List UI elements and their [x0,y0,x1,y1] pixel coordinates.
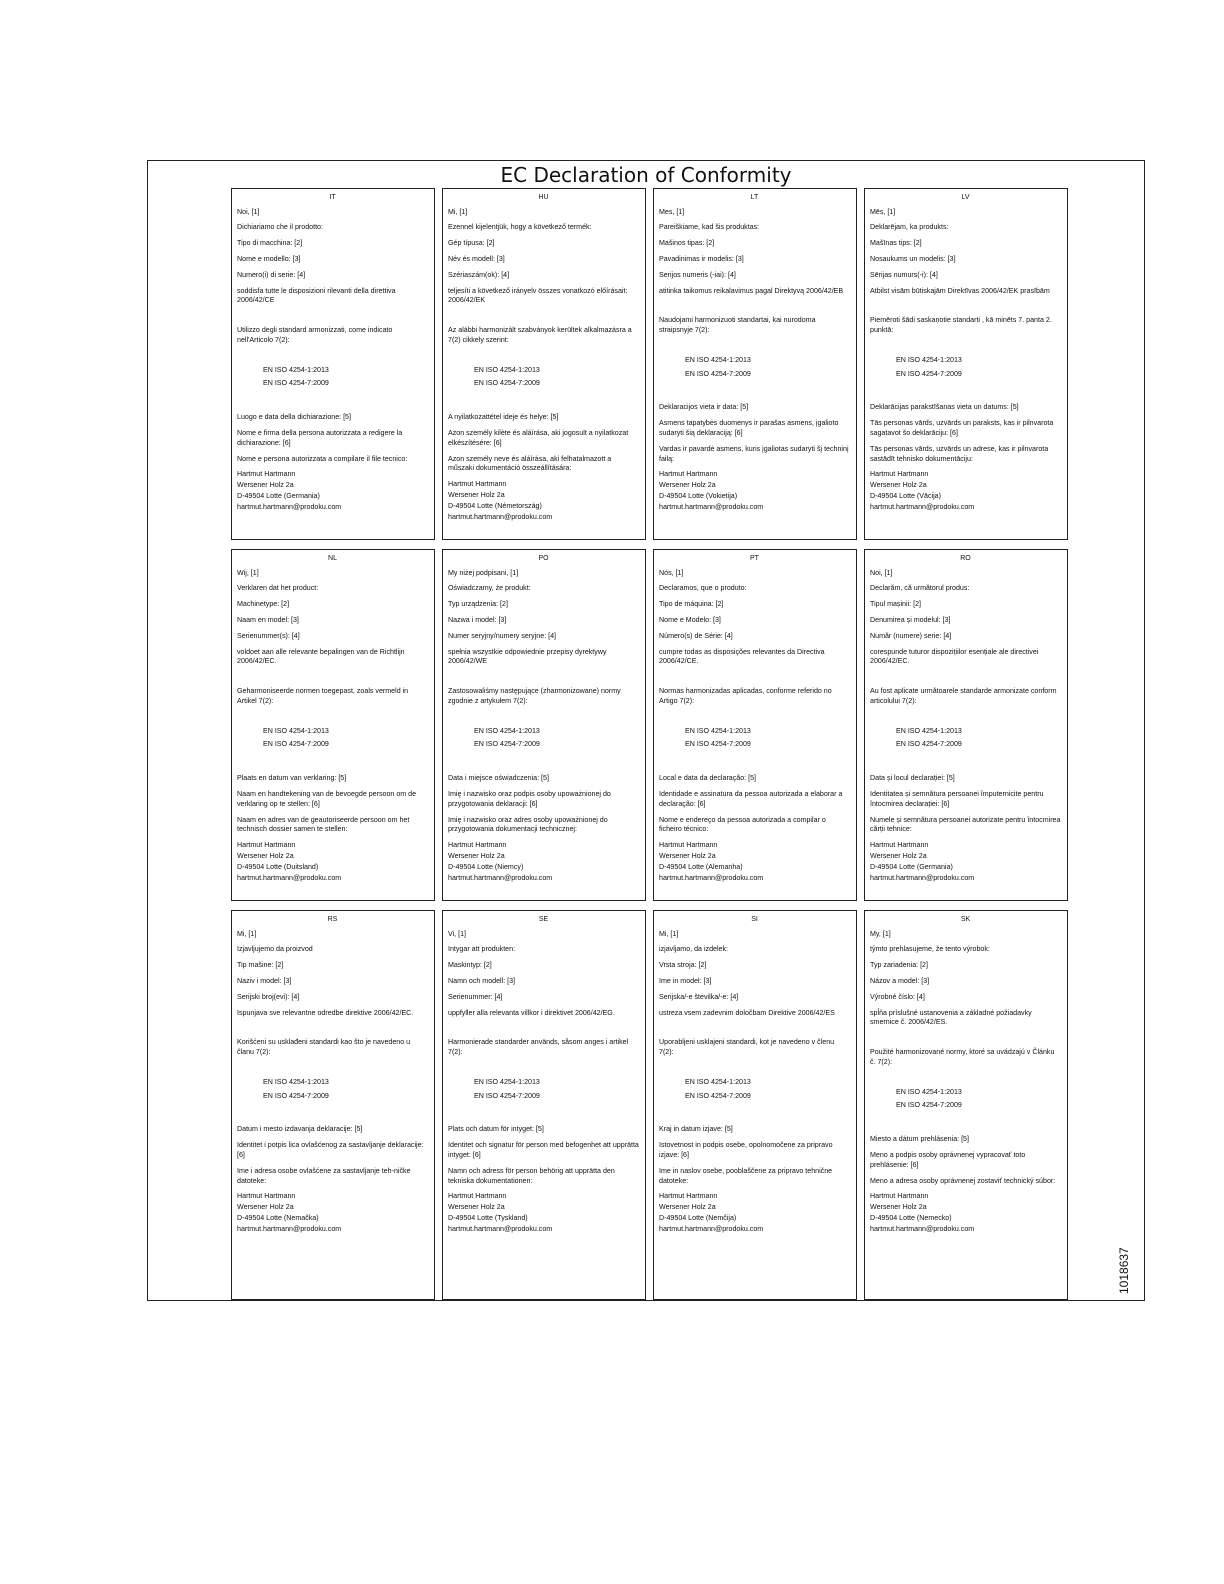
place-date-line: Luogo e data della dichiarazione: [5] [237,413,351,422]
country-code: SE [538,916,549,923]
declare-line: Pareiškiame, kad šis produktas: [659,223,760,232]
model-line: Pavadinimas ir modelis: [3] [659,255,744,263]
model-line: Naam en model: [3] [237,616,299,624]
directive-line: teljesíti a következő irányelv összes vonatkozó előírásait: 2006/42/EK [448,286,628,305]
machine-type-line: Mašinos tipas: [2] [659,239,715,248]
country-code: LV [961,194,970,201]
we-line: Noi, [1] [237,207,260,216]
contact-email: hartmut.hartmann@prodoku.com [870,502,975,511]
declaration-box-sk [864,910,1068,1300]
harmonized-standards-line: Harmonierade standarder används, såsom anges i artikel 7(2): [448,1038,629,1057]
signature-line: Istovetnost in podpis osebe, opolnomočene za pripravo izjave: [6] [659,1141,833,1160]
contact-street: Wersener Holz 2a [659,1203,716,1212]
place-date-line: Data i miejsce oświadczenia: [5] [448,774,549,783]
contact-street: Wersener Holz 2a [448,851,505,860]
contact-name: Hartmut Hartmann [659,1192,718,1201]
directive-line: cumpre todas as disposições relevantes da Directiva 2006/42/CE. [659,647,825,666]
declaration-frame [147,160,1145,1301]
contact-name: Hartmut Hartmann [659,470,718,479]
standard-2: EN ISO 4254-7:2009 [263,740,329,749]
contact-email: hartmut.hartmann@prodoku.com [659,1224,764,1233]
signature-line: Identitet i potpis lica ovlašćenog za sastavljanje deklaracije: [6] [237,1141,424,1160]
serial-line: Serienummer: [4] [448,992,503,1001]
standard-1: EN ISO 4254-1:2013 [685,355,751,364]
signature-line: Asmens tapatybės duomenys ir parašas asmens, įgalioto sudaryti šią deklaraciją: [6] [659,419,839,438]
compile-line: Namn och adress för person behörig att upprätta den tekniska dokumentationen: [448,1166,615,1185]
standard-2: EN ISO 4254-7:2009 [263,379,329,388]
directive-line: atitinka taikomus reikalavimus pagal Direktyvą 2006/42/EB [659,286,844,295]
contact-street: Wersener Holz 2a [659,851,716,860]
contact-name: Hartmut Hartmann [870,1192,929,1201]
standard-2: EN ISO 4254-7:2009 [896,1101,962,1110]
contact-street: Wersener Holz 2a [237,481,294,490]
contact-city: D-49504 Lotte (Duitsland) [237,862,319,871]
country-code: RS [327,916,338,923]
contact-street: Wersener Holz 2a [237,1203,294,1212]
country-code: HU [538,194,549,201]
compile-line: Imię i nazwisko oraz adres osoby upoważnionej do przygotowania dokumentacji technicznej: [448,815,608,834]
page-title: EC Declaration of Conformity [500,163,792,187]
standard-1: EN ISO 4254-1:2013 [896,1087,962,1096]
contact-city: D-49504 Lotte (Nemačka) [237,1213,319,1222]
standard-1: EN ISO 4254-1:2013 [474,1077,540,1086]
declaration-box-rs [231,910,435,1300]
contact-city: D-49504 Lotte (Vācija) [870,491,941,500]
place-date-line: Kraj in datum izjave: [5] [659,1125,733,1134]
contact-city: D-49504 Lotte (Niemcy) [448,862,524,871]
contact-email: hartmut.hartmann@prodoku.com [237,873,342,882]
standard-1: EN ISO 4254-1:2013 [896,355,962,364]
model-line: Nome e modello: [3] [237,255,301,263]
country-grid [231,188,1068,1300]
signature-line: Azon személy kilète és aláírása, aki jogosult a nyilatkozat elkészítésére: [6] [448,429,629,447]
declaration-box-lv [864,188,1068,540]
we-line: Mi, [1] [237,929,257,938]
declare-line: Intygar att produkten: [448,945,516,954]
place-date-line: Miesto a dátum prehlásenia: [5] [870,1135,969,1144]
standard-2: EN ISO 4254-7:2009 [896,740,962,749]
we-line: Wij, [1] [237,568,259,577]
declare-line: Verklaren dat het product: [237,584,319,593]
serial-line: Número(s) de Série: [4] [659,631,733,640]
harmonized-standards-line: Zastosowaliśmy następujące (zharmonizowane) normy zgodnie z artykułem 7(2): [448,687,621,705]
compile-line: Numele și semnătura persoanei autorizate pentru întocmirea cărții tehnice: [870,815,1061,834]
compile-line: Nome e endereço da pessoa autorizada a compilar o ficheiro técnico: [659,815,826,834]
declaration-box-it [231,188,435,540]
contact-street: Wersener Holz 2a [237,851,294,860]
model-line: Nosaukums un modelis: [3] [870,255,956,263]
standard-2: EN ISO 4254-7:2009 [474,740,540,749]
declaration-box-se [442,910,646,1300]
contact-email: hartmut.hartmann@prodoku.com [870,1224,975,1233]
serial-line: Sērijas numurs(-i): [4] [870,270,938,279]
compile-line: Azon személy neve és aláírása, aki felhatalmazott a műszaki dokumentáció összeállítására: [448,454,612,473]
declaration-box-si [653,910,857,1300]
contact-city: D-49504 Lotte (Germania) [237,491,320,500]
country-code: PO [538,555,549,562]
contact-email: hartmut.hartmann@prodoku.com [237,1224,342,1233]
machine-type-line: Vrsta stroja: [2] [659,961,707,970]
we-line: Mēs, [1] [870,207,896,216]
harmonized-standards-line: Geharmoniseerde normen toegepast, zoals vermeld in Artikel 7(2): [237,687,409,705]
we-line: Noi, [1] [870,568,893,577]
we-line: Mi, [1] [448,207,468,216]
declare-line: Deklarējam, ka produkts: [870,223,949,232]
we-line: Vi, [1] [448,929,467,938]
declaration-box-pt [653,549,857,901]
harmonized-standards-line: Utilizzo degli standard armonizzati, come indicato nell'Articolo 7(2): [237,326,393,344]
place-date-line: Data și locul declarației: [5] [870,774,955,783]
compile-line: Tās personas vārds, uzvārds un adrese, kas ir pilnvarota sastādīt tehnisko dokumentāciju: [870,444,1049,463]
standard-1: EN ISO 4254-1:2013 [474,726,540,735]
declare-line: izjavljamo, da izdelek: [659,945,728,954]
country-code: SI [751,916,758,923]
serial-line: Serienummer(s): [4] [237,631,300,640]
contact-email: hartmut.hartmann@prodoku.com [448,512,553,521]
harmonized-standards-line: Použité harmonizované normy, ktoré sa uvádzajú v Článku č. 7(2): [870,1048,1055,1066]
contact-name: Hartmut Hartmann [870,470,929,479]
standard-2: EN ISO 4254-7:2009 [685,740,751,749]
contact-city: D-49504 Lotte (Vokietija) [659,491,738,500]
contact-street: Wersener Holz 2a [870,1203,927,1212]
harmonized-standards-line: Piemēroti šādi saskaņotie standarti , kā minēts 7. panta 2. punktā: [870,316,1052,335]
contact-email: hartmut.hartmann@prodoku.com [448,873,553,882]
model-line: Nome e Modelo: [3] [659,616,721,624]
place-date-line: Datum i mesto izdavanja deklaracije: [5] [237,1125,363,1134]
contact-street: Wersener Holz 2a [870,481,927,490]
machine-type-line: Tipul mașinii: [2] [870,600,921,609]
we-line: Mi, [1] [659,929,679,938]
standard-1: EN ISO 4254-1:2013 [263,726,329,735]
model-line: Naziv i model: [3] [237,977,292,985]
place-date-line: Deklaracijos vieta ir data: [5] [659,403,749,412]
contact-city: D-49504 Lotte (Alemanha) [659,862,743,871]
directive-line: Ispunjava sve relevantne odredbe direktive 2006/42/EC. [237,1008,414,1017]
country-code: IT [329,194,336,201]
standard-1: EN ISO 4254-1:2013 [263,365,329,374]
place-date-line: Plats och datum för intyget: [5] [448,1125,544,1134]
contact-city: D-49504 Lotte (Nemčija) [659,1213,737,1222]
directive-line: corespunde tuturor dispozițiilor esențiale ale directivei 2006/42/EC. [870,647,1039,666]
country-code: PT [750,555,759,562]
standard-1: EN ISO 4254-1:2013 [896,726,962,735]
we-line: Nós, [1] [659,568,684,577]
place-date-line: Local e data da declaração: [5] [659,774,757,783]
compile-line: Nome e persona autorizzata a compilare il file tecnico: [237,454,408,463]
contact-street: Wersener Holz 2a [448,490,505,499]
directive-line: soddisfa tutte le disposizioni rilevanti della direttiva 2006/42/CE [237,286,396,305]
declaration-box-hu [442,188,646,540]
harmonized-standards-line: Naudojami harmonizuoti standartai, kai nurodoma straipsnyje 7(2): [659,316,816,335]
signature-line: Tās personas vārds, uzvārds un paraksts, kas ir pilnvarota sagatavot šo deklarāciju: [6] [870,419,1054,438]
we-line: My niżej podpisani, [1] [448,568,519,577]
declare-line: Ezennel kijelentjük, hogy a következő termék: [448,223,592,232]
contact-street: Wersener Holz 2a [659,481,716,490]
declare-line: týmto prehlasujeme, že tento výrobok: [870,945,990,954]
serial-line: Szériaszám(ok): [4] [448,270,510,279]
directive-line: spĺňa príslušné ustanovenia a základné požiadavky smernice č. 2006/42/ES. [870,1008,1032,1027]
we-line: Mes, [1] [659,207,685,216]
declaration-box-nl [231,549,435,901]
we-line: My, [1] [870,929,891,938]
harmonized-standards-line: Normas harmonizadas aplicadas, conforme referido no Artigo 7(2): [659,687,832,705]
model-line: Nazwa i model: [3] [448,616,507,624]
model-line: Namn och modell: [3] [448,977,516,985]
model-line: Ime in model: [3] [659,977,712,985]
serial-line: Serijski broj(evi): [4] [237,992,300,1001]
compile-line: Ime i adresa osobe ovlašćene za sastavljanje teh-ničke datoteke: [237,1166,411,1185]
machine-type-line: Mašīnas tips: [2] [870,239,922,248]
declaration-box-ro [864,549,1068,901]
country-code: NL [328,555,337,562]
serial-line: Număr (numere) serie: [4] [870,631,952,640]
compile-line: Vardas ir pavardė asmens, kuris įgaliotas sudaryti šį techninį failą: [659,444,849,463]
serial-line: Numero(i) di serie: [4] [237,270,306,279]
model-line: Názov a model: [3] [870,977,930,985]
signature-line: Identitet och signatur för person med befogenhet att upprätta intyget: [6] [448,1141,639,1160]
standard-1: EN ISO 4254-1:2013 [685,1077,751,1086]
model-line: Név és modell: [3] [448,255,505,263]
place-date-line: Deklarācijas parakstīšanas vieta un datums: [5] [870,403,1019,412]
contact-city: D-49504 Lotte (Tyskland) [448,1213,528,1222]
model-line: Denumirea și modelul: [3] [870,616,951,624]
machine-type-line: Typ zariadenia: [2] [870,961,928,970]
directive-line: Atbilst visām būtiskajām Direktīvas 2006/42/EK prasībām [870,286,1050,295]
contact-name: Hartmut Hartmann [448,1192,507,1201]
signature-line: Naam en handtekening van de bevoegde persoon om de verklaring op te stellen: [6] [237,790,417,808]
signature-line: Meno a podpis osoby oprávnenej vypracovať toto prehlásenie: [6] [870,1151,1026,1169]
contact-street: Wersener Holz 2a [870,851,927,860]
harmonized-standards-line: Korišćeni su usklađeni standardi kao što je navedeno u članu 7(2): [237,1038,411,1057]
machine-type-line: Tip mašine: [2] [237,961,284,970]
signature-line: Identidade e assinatura da pessoa autorizada a elaborar a declaração: [6] [659,790,843,808]
serial-line: Výrobné číslo: [4] [870,992,925,1001]
machine-type-line: Gép típusa: [2] [448,239,495,248]
standard-1: EN ISO 4254-1:2013 [263,1077,329,1086]
machine-type-line: Machinetype: [2] [237,600,290,609]
standard-2: EN ISO 4254-7:2009 [263,1091,329,1100]
standard-2: EN ISO 4254-7:2009 [685,1091,751,1100]
standard-2: EN ISO 4254-7:2009 [474,1091,540,1100]
contact-email: hartmut.hartmann@prodoku.com [870,873,975,882]
contact-street: Wersener Holz 2a [448,1203,505,1212]
place-date-line: A nyilatkozattétel ideje és helye: [5] [448,413,559,422]
machine-type-line: Tipo di macchina: [2] [237,239,303,248]
contact-name: Hartmut Hartmann [237,470,296,479]
standard-2: EN ISO 4254-7:2009 [685,369,751,378]
place-date-line: Plaats en datum van verklaring: [5] [237,774,347,783]
document-number: 1018637 [1117,1247,1131,1294]
declare-line: Declaramos, que o produto: [659,584,747,593]
signature-line: Imię i nazwisko oraz podpis osoby upoważnionej do przygotowania deklaracji: [6] [448,790,611,808]
declare-line: Oświadczamy, że produkt: [448,584,531,593]
declare-line: Declarăm, că următorul produs: [870,584,970,593]
signature-line: Identitatea și semnătura persoanei împuternicite pentru întocmirea declarației: [6] [870,790,1044,808]
machine-type-line: Tipo de máquina: [2] [659,600,724,609]
serial-line: Serijska/-e številka/-e: [4] [659,992,739,1001]
declare-line: Dichiariamo che il prodotto: [237,223,323,232]
contact-email: hartmut.hartmann@prodoku.com [659,502,764,511]
harmonized-standards-line: Az alábbi harmonizált szabványok kerültek alkalmazásra a 7(2) cikkely szerint: [448,326,632,344]
country-code: LT [750,194,759,201]
harmonized-standards-line: Uporabljeni usklajeni standardi, kot je navedeno v členu 7(2): [659,1038,835,1057]
country-code: RO [960,555,971,562]
contact-city: D-49504 Lotte (Németország) [448,501,542,510]
contact-name: Hartmut Hartmann [237,841,296,850]
compile-line: Meno a adresa osoby oprávnenej zostaviť technický súbor: [870,1176,1056,1185]
serial-line: Serijos numeris (-iai): [4] [659,270,736,279]
standard-1: EN ISO 4254-1:2013 [474,365,540,374]
machine-type-line: Typ urządzenia: [2] [448,600,508,609]
contact-name: Hartmut Hartmann [870,841,929,850]
directive-line: spełnia wszystkie odpowiednie przepisy dyrektywy 2006/42/WE [448,647,607,666]
directive-line: ustreza vsem zadevnim določbam Direktive 2006/42/ES [659,1008,835,1017]
declaration-box-po [442,549,646,901]
compile-line: Naam en adres van de geautoriseerde persoon om het technisch dossier samen te stellen: [237,815,410,834]
contact-email: hartmut.hartmann@prodoku.com [659,873,764,882]
standard-2: EN ISO 4254-7:2009 [474,379,540,388]
declaration-box-lt [653,188,857,540]
contact-email: hartmut.hartmann@prodoku.com [448,1224,553,1233]
signature-line: Nome e firma della persona autorizzata a redigere la dichiarazione: [6] [237,429,403,447]
serial-line: Numer seryjny/numery seryjne: [4] [448,631,557,640]
harmonized-standards-line: Au fost aplicate următoarele standarde armonizate conform articolului 7(2): [870,687,1057,705]
contact-name: Hartmut Hartmann [448,841,507,850]
standard-2: EN ISO 4254-7:2009 [896,369,962,378]
contact-name: Hartmut Hartmann [448,480,507,489]
directive-line: uppfyller alla relevanta villkor i direktivet 2006/42/EG. [448,1008,615,1017]
declare-line: Izjavljujemo da proizvod [237,945,313,954]
standard-1: EN ISO 4254-1:2013 [685,726,751,735]
machine-type-line: Maskintyp: [2] [448,961,492,970]
contact-city: D-49504 Lotte (Germania) [870,862,953,871]
contact-email: hartmut.hartmann@prodoku.com [237,502,342,511]
country-code: SK [960,916,971,923]
compile-line: Ime in naslov osebe, pooblaščene za pripravo tehnične datoteke: [659,1166,833,1185]
directive-line: voldoet aan alle relevante bepalingen van de Richtlijn 2006/42/EC. [237,647,405,666]
contact-city: D-49504 Lotte (Nemecko) [870,1213,952,1222]
contact-name: Hartmut Hartmann [237,1192,296,1201]
contact-name: Hartmut Hartmann [659,841,718,850]
